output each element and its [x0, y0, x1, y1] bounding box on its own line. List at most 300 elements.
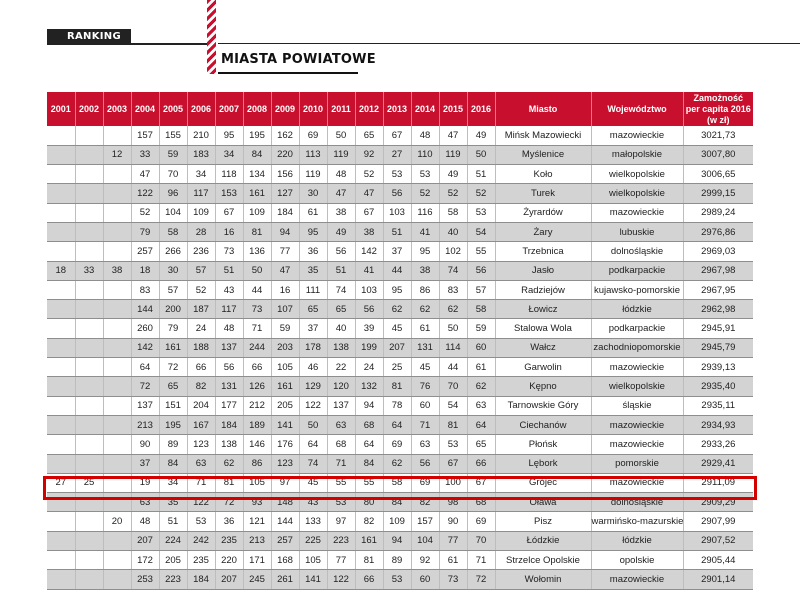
- rank-cell: [103, 377, 131, 396]
- rank-cell: [47, 493, 75, 512]
- region-cell: śląskie: [591, 396, 683, 415]
- rank-cell: 223: [159, 570, 187, 589]
- rank-cell: [47, 435, 75, 454]
- rank-cell: 167: [187, 415, 215, 434]
- rank-cell: 62: [467, 377, 495, 396]
- rank-cell: 207: [383, 338, 411, 357]
- rank-cell: 105: [243, 473, 271, 492]
- rank-cell: 84: [243, 145, 271, 164]
- region-cell: wielkopolskie: [591, 377, 683, 396]
- rank-cell: 58: [467, 300, 495, 319]
- rank-cell: 82: [355, 512, 383, 531]
- column-header: 2010: [299, 92, 327, 126]
- rank-cell: 95: [411, 242, 439, 261]
- table-row: [47, 454, 753, 473]
- rank-cell: 111: [299, 280, 327, 299]
- column-header: 2013: [383, 92, 411, 126]
- rank-cell: 157: [131, 126, 159, 145]
- table-row: [47, 493, 753, 512]
- table-row: [47, 184, 753, 203]
- rank-cell: 224: [159, 531, 187, 550]
- rank-cell: 89: [159, 435, 187, 454]
- rank-cell: 53: [383, 165, 411, 184]
- rank-cell: 171: [243, 551, 271, 570]
- wealth-cell: 2929,41: [683, 454, 753, 473]
- rank-cell: 69: [299, 126, 327, 145]
- rank-cell: 55: [327, 473, 355, 492]
- rank-cell: 122: [187, 493, 215, 512]
- rank-cell: [75, 165, 103, 184]
- wealth-cell: 2945,91: [683, 319, 753, 338]
- rank-cell: 79: [159, 319, 187, 338]
- rank-cell: 68: [327, 435, 355, 454]
- wealth-cell: 2976,86: [683, 222, 753, 241]
- region-cell: mazowieckie: [591, 358, 683, 377]
- rank-cell: [47, 338, 75, 357]
- column-header: Zamożność per capita 2016 (w zł): [683, 92, 753, 126]
- rank-cell: 56: [467, 261, 495, 280]
- rank-cell: 64: [131, 358, 159, 377]
- rank-cell: 73: [215, 242, 243, 261]
- rank-cell: 12: [103, 145, 131, 164]
- rank-cell: 52: [467, 184, 495, 203]
- rank-cell: [75, 512, 103, 531]
- rank-cell: 97: [327, 512, 355, 531]
- rank-cell: 68: [467, 493, 495, 512]
- rank-cell: 56: [383, 184, 411, 203]
- rank-cell: 71: [187, 473, 215, 492]
- table-row: [47, 280, 753, 299]
- rank-cell: [47, 415, 75, 434]
- region-cell: podkarpackie: [591, 261, 683, 280]
- region-cell: warmińsko-mazurskie: [591, 512, 683, 531]
- rank-cell: 138: [215, 435, 243, 454]
- rank-cell: 131: [411, 338, 439, 357]
- city-cell: Koło: [495, 165, 591, 184]
- rank-cell: 94: [271, 222, 299, 241]
- rank-cell: 47: [271, 261, 299, 280]
- rank-cell: 95: [383, 280, 411, 299]
- city-cell: Strzelce Opolskie: [495, 551, 591, 570]
- rank-cell: 69: [383, 435, 411, 454]
- table-row: [47, 358, 753, 377]
- rank-cell: [75, 435, 103, 454]
- rank-cell: 55: [467, 242, 495, 261]
- rank-cell: 161: [159, 338, 187, 357]
- rank-cell: 161: [355, 531, 383, 550]
- rank-cell: [103, 222, 131, 241]
- rank-cell: 83: [439, 280, 467, 299]
- rank-cell: 73: [243, 300, 271, 319]
- city-cell: Pisz: [495, 512, 591, 531]
- table-row: [47, 165, 753, 184]
- rank-cell: [75, 338, 103, 357]
- rank-cell: 16: [215, 222, 243, 241]
- rank-cell: 98: [439, 493, 467, 512]
- region-cell: mazowieckie: [591, 473, 683, 492]
- rank-cell: 184: [215, 415, 243, 434]
- rank-cell: 35: [159, 493, 187, 512]
- rank-cell: 70: [159, 165, 187, 184]
- wealth-cell: 2911,09: [683, 473, 753, 492]
- rank-cell: 36: [215, 512, 243, 531]
- rank-cell: 184: [271, 203, 299, 222]
- rank-cell: 24: [355, 358, 383, 377]
- rank-cell: 71: [327, 454, 355, 473]
- rank-cell: 122: [131, 184, 159, 203]
- rank-cell: 52: [131, 203, 159, 222]
- rank-cell: 38: [327, 203, 355, 222]
- rank-cell: 244: [243, 338, 271, 357]
- rank-cell: 58: [383, 473, 411, 492]
- rank-cell: 89: [383, 551, 411, 570]
- rank-cell: 55: [355, 473, 383, 492]
- column-header: 2011: [327, 92, 355, 126]
- rank-cell: 30: [299, 184, 327, 203]
- rank-cell: 104: [411, 531, 439, 550]
- rank-cell: 189: [243, 415, 271, 434]
- rank-cell: 77: [327, 551, 355, 570]
- rank-cell: [75, 145, 103, 164]
- wealth-cell: 2962,98: [683, 300, 753, 319]
- rank-cell: [75, 242, 103, 261]
- rank-cell: 203: [271, 338, 299, 357]
- rank-cell: 59: [159, 145, 187, 164]
- rank-cell: 81: [243, 222, 271, 241]
- region-cell: małopolskie: [591, 145, 683, 164]
- rank-cell: [47, 184, 75, 203]
- rank-cell: 52: [355, 165, 383, 184]
- rank-cell: 144: [131, 300, 159, 319]
- rank-cell: 57: [187, 261, 215, 280]
- rank-cell: 67: [355, 203, 383, 222]
- region-cell: kujawsko-pomorskie: [591, 280, 683, 299]
- rank-cell: [103, 126, 131, 145]
- rank-cell: 51: [383, 222, 411, 241]
- rank-cell: 81: [355, 551, 383, 570]
- city-cell: Jasło: [495, 261, 591, 280]
- rank-cell: 59: [271, 319, 299, 338]
- rank-cell: 58: [439, 203, 467, 222]
- rank-cell: 118: [215, 165, 243, 184]
- rank-cell: 137: [131, 396, 159, 415]
- rank-cell: 65: [159, 377, 187, 396]
- rank-cell: 44: [439, 358, 467, 377]
- title-underline: [218, 72, 358, 74]
- rank-cell: 117: [187, 184, 215, 203]
- rank-cell: 64: [383, 415, 411, 434]
- rank-cell: 53: [467, 203, 495, 222]
- city-cell: Żary: [495, 222, 591, 241]
- rank-cell: 48: [215, 319, 243, 338]
- city-cell: Łowicz: [495, 300, 591, 319]
- rank-cell: 133: [299, 512, 327, 531]
- rank-cell: 82: [411, 493, 439, 512]
- ranking-table: [47, 92, 753, 590]
- rank-cell: 59: [467, 319, 495, 338]
- rank-cell: 51: [215, 261, 243, 280]
- rank-cell: 212: [243, 396, 271, 415]
- rank-cell: 200: [159, 300, 187, 319]
- rank-cell: 119: [327, 145, 355, 164]
- rank-cell: 127: [271, 184, 299, 203]
- rank-cell: 121: [243, 512, 271, 531]
- wealth-cell: 2909,29: [683, 493, 753, 512]
- rank-cell: 83: [131, 280, 159, 299]
- rank-cell: 102: [439, 242, 467, 261]
- table-row: [47, 145, 753, 164]
- column-header: 2003: [103, 92, 131, 126]
- rank-cell: 213: [243, 531, 271, 550]
- rank-cell: 109: [383, 512, 411, 531]
- rank-cell: 56: [411, 454, 439, 473]
- rank-cell: 33: [75, 261, 103, 280]
- rank-cell: 50: [243, 261, 271, 280]
- rank-cell: 66: [355, 570, 383, 589]
- rank-cell: 122: [327, 570, 355, 589]
- rank-cell: 92: [355, 145, 383, 164]
- column-header: 2015: [439, 92, 467, 126]
- city-cell: Kępno: [495, 377, 591, 396]
- city-cell: Wołomin: [495, 570, 591, 589]
- rank-cell: 93: [243, 493, 271, 512]
- column-header: 2002: [75, 92, 103, 126]
- region-cell: wielkopolskie: [591, 184, 683, 203]
- rank-cell: 103: [355, 280, 383, 299]
- section-tab: RANKING: [47, 29, 131, 45]
- wealth-cell: 2945,79: [683, 338, 753, 357]
- rank-cell: 64: [355, 435, 383, 454]
- rank-cell: [75, 319, 103, 338]
- rank-cell: 137: [327, 396, 355, 415]
- rank-cell: 41: [411, 222, 439, 241]
- rank-cell: 134: [243, 165, 271, 184]
- rank-cell: 50: [467, 145, 495, 164]
- rank-cell: 114: [439, 338, 467, 357]
- rank-cell: 136: [243, 242, 271, 261]
- region-cell: mazowieckie: [591, 435, 683, 454]
- rank-cell: 71: [243, 319, 271, 338]
- rank-cell: 77: [439, 531, 467, 550]
- rank-cell: [47, 377, 75, 396]
- rank-cell: 63: [411, 435, 439, 454]
- rank-cell: [75, 280, 103, 299]
- page-title: MIASTA POWIATOWE: [221, 52, 376, 67]
- rank-cell: 157: [411, 512, 439, 531]
- rank-cell: [47, 531, 75, 550]
- rank-cell: 48: [327, 165, 355, 184]
- column-header: 2016: [467, 92, 495, 126]
- rank-cell: 65: [467, 435, 495, 454]
- table-row: [47, 126, 753, 145]
- rank-cell: 110: [411, 145, 439, 164]
- rank-cell: 107: [271, 300, 299, 319]
- rank-cell: 24: [187, 319, 215, 338]
- rank-cell: 49: [467, 126, 495, 145]
- rank-cell: 20: [103, 512, 131, 531]
- rank-cell: 43: [215, 280, 243, 299]
- rank-cell: 126: [243, 377, 271, 396]
- rank-cell: 27: [47, 473, 75, 492]
- rank-cell: 68: [355, 415, 383, 434]
- rank-cell: 79: [131, 222, 159, 241]
- rank-cell: 53: [327, 493, 355, 512]
- table-row: [47, 338, 753, 357]
- city-cell: Żyrardów: [495, 203, 591, 222]
- rank-cell: [47, 242, 75, 261]
- rank-cell: [75, 570, 103, 589]
- rank-cell: 199: [355, 338, 383, 357]
- rank-cell: 141: [271, 415, 299, 434]
- rank-cell: 52: [187, 280, 215, 299]
- rank-cell: 45: [383, 319, 411, 338]
- rank-cell: 61: [411, 319, 439, 338]
- rank-cell: 41: [355, 261, 383, 280]
- rank-cell: 53: [411, 165, 439, 184]
- column-header: 2009: [271, 92, 299, 126]
- city-cell: Oława: [495, 493, 591, 512]
- column-header: Miasto: [495, 92, 591, 126]
- table-header-row: [47, 92, 753, 126]
- rank-cell: 65: [327, 300, 355, 319]
- rank-cell: 47: [327, 184, 355, 203]
- rank-cell: 66: [187, 358, 215, 377]
- rank-cell: 45: [299, 473, 327, 492]
- rank-cell: 123: [187, 435, 215, 454]
- rank-cell: 70: [439, 377, 467, 396]
- rank-cell: 153: [215, 184, 243, 203]
- region-cell: lubuskie: [591, 222, 683, 241]
- rank-cell: 81: [383, 377, 411, 396]
- rank-cell: 223: [327, 531, 355, 550]
- rank-cell: [75, 184, 103, 203]
- column-header: Województwo: [591, 92, 683, 126]
- region-cell: mazowieckie: [591, 415, 683, 434]
- rank-cell: 225: [299, 531, 327, 550]
- rank-cell: 50: [439, 319, 467, 338]
- wealth-cell: 2989,24: [683, 203, 753, 222]
- rank-cell: 131: [215, 377, 243, 396]
- rank-cell: 184: [187, 570, 215, 589]
- rank-cell: 235: [215, 531, 243, 550]
- wealth-cell: 2934,93: [683, 415, 753, 434]
- city-cell: Stalowa Wola: [495, 319, 591, 338]
- rank-cell: 207: [215, 570, 243, 589]
- rank-cell: 54: [467, 222, 495, 241]
- rank-cell: 105: [299, 551, 327, 570]
- rank-cell: 261: [271, 570, 299, 589]
- rank-cell: 19: [131, 473, 159, 492]
- wealth-cell: 2939,13: [683, 358, 753, 377]
- rank-cell: [75, 222, 103, 241]
- rank-cell: [47, 512, 75, 531]
- rank-cell: 28: [187, 222, 215, 241]
- rank-cell: 30: [159, 261, 187, 280]
- rank-cell: 60: [467, 338, 495, 357]
- region-cell: wielkopolskie: [591, 165, 683, 184]
- table-row: [47, 377, 753, 396]
- rank-cell: 53: [439, 435, 467, 454]
- rank-cell: 177: [215, 396, 243, 415]
- rank-cell: 58: [159, 222, 187, 241]
- rank-cell: [103, 280, 131, 299]
- rank-cell: 105: [271, 358, 299, 377]
- rank-cell: [103, 184, 131, 203]
- rank-cell: 65: [299, 300, 327, 319]
- table-row: [47, 551, 753, 570]
- rank-cell: [103, 473, 131, 492]
- rank-cell: 51: [467, 165, 495, 184]
- region-cell: pomorskie: [591, 454, 683, 473]
- wealth-cell: 2907,52: [683, 531, 753, 550]
- rank-cell: [47, 280, 75, 299]
- wealth-cell: 3006,65: [683, 165, 753, 184]
- rank-cell: [103, 531, 131, 550]
- rank-cell: 49: [327, 222, 355, 241]
- rank-cell: 176: [271, 435, 299, 454]
- rank-cell: 94: [383, 531, 411, 550]
- decorative-stripe: [207, 0, 216, 74]
- column-header: 2001: [47, 92, 75, 126]
- rank-cell: 116: [411, 203, 439, 222]
- rank-cell: 44: [383, 261, 411, 280]
- rank-cell: 207: [131, 531, 159, 550]
- rank-cell: 74: [327, 280, 355, 299]
- table-row: [47, 261, 753, 280]
- rank-cell: 187: [187, 300, 215, 319]
- rank-cell: [47, 319, 75, 338]
- city-cell: Grójec: [495, 473, 591, 492]
- rank-cell: 27: [383, 145, 411, 164]
- rank-cell: 63: [187, 454, 215, 473]
- rank-cell: 113: [299, 145, 327, 164]
- rank-cell: 62: [383, 454, 411, 473]
- rank-cell: [47, 300, 75, 319]
- rank-cell: 117: [215, 300, 243, 319]
- rank-cell: 67: [439, 454, 467, 473]
- rank-cell: 82: [187, 377, 215, 396]
- rank-cell: 103: [383, 203, 411, 222]
- rank-cell: 168: [271, 551, 299, 570]
- rank-cell: [47, 126, 75, 145]
- rank-cell: [47, 165, 75, 184]
- region-cell: mazowieckie: [591, 570, 683, 589]
- rank-cell: [103, 551, 131, 570]
- column-header: 2014: [411, 92, 439, 126]
- rank-cell: 78: [383, 396, 411, 415]
- rank-cell: 67: [215, 203, 243, 222]
- rank-cell: 141: [299, 570, 327, 589]
- rank-cell: 81: [215, 473, 243, 492]
- table-row: [47, 570, 753, 589]
- wealth-cell: 2969,03: [683, 242, 753, 261]
- rank-cell: 245: [243, 570, 271, 589]
- rank-cell: 71: [411, 415, 439, 434]
- rank-cell: 53: [383, 570, 411, 589]
- rank-cell: 236: [187, 242, 215, 261]
- rank-cell: 90: [439, 512, 467, 531]
- rank-cell: [103, 300, 131, 319]
- rank-cell: 76: [411, 377, 439, 396]
- rank-cell: [103, 319, 131, 338]
- rank-cell: 235: [187, 551, 215, 570]
- rank-cell: 138: [327, 338, 355, 357]
- rank-cell: 50: [299, 415, 327, 434]
- wealth-cell: 2933,26: [683, 435, 753, 454]
- rank-cell: 122: [299, 396, 327, 415]
- rank-cell: 40: [327, 319, 355, 338]
- table-row: [47, 435, 753, 454]
